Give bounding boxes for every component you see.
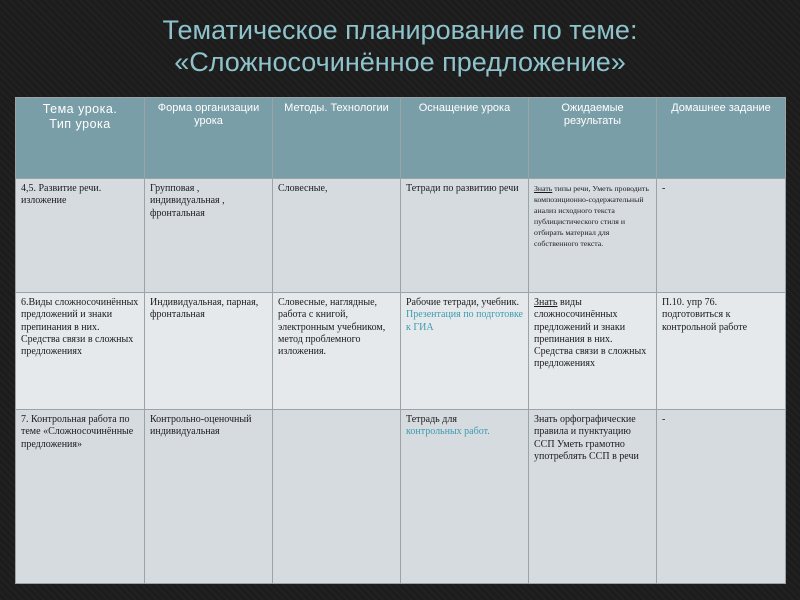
- cell-methods: Словесные,: [273, 179, 401, 293]
- results-text: типы речи, Уметь проводить композиционно-содержательный анализ исходного текста публицистического стиля и отбирать материал для собственного текста.: [534, 184, 649, 248]
- cell-form: Контрольно-оценочный индивидуальная: [145, 410, 273, 584]
- cell-topic: 6.Виды сложносочинённых предложений и знаки препинания в них. Средства связи в сложных предложениях: [16, 293, 145, 410]
- cell-form: Индивидуальная, парная, фронтальная: [145, 293, 273, 410]
- cell-results: [529, 179, 657, 293]
- cell-equipment: [401, 293, 529, 410]
- title-line-1: Тематическое планирование по теме:: [162, 15, 638, 45]
- cell-homework: -: [657, 410, 786, 584]
- equipment-text: Рабочие тетради, учебник.: [406, 297, 519, 308]
- cell-equipment: [401, 410, 529, 584]
- header-form: Форма организации урока: [145, 98, 273, 179]
- header-equipment: Оснащение урока: [401, 98, 529, 179]
- cell-results: Знать орфографические правила и пунктуацию ССП Уметь грамотно употреблять ССП в речи: [529, 410, 657, 584]
- slide-title: [0, 14, 800, 78]
- header-row: [16, 98, 786, 179]
- planning-table: [15, 97, 786, 584]
- cell-form: Групповая , индивидуальная , фронтальная: [145, 179, 273, 293]
- table-row: [16, 293, 786, 410]
- header-methods: Методы. Технологии: [273, 98, 401, 179]
- cell-homework: П.10. упр 76. подготовиться к контрольной работе: [657, 293, 786, 410]
- cell-methods: [273, 410, 401, 584]
- header-topic-line1: Тема урока.: [42, 102, 118, 116]
- cell-topic: 7. Контрольная работа по теме «Сложносочинённые предложения»: [16, 410, 145, 584]
- presentation-link[interactable]: Презентация по подготовке к ГИА: [406, 309, 523, 333]
- header-topic: [16, 98, 145, 179]
- header-homework: Домашнее задание: [657, 98, 786, 179]
- cell-results: [529, 293, 657, 410]
- equipment-link[interactable]: контрольных работ.: [406, 426, 490, 438]
- equipment-text: Тетрадь для: [406, 414, 457, 425]
- cell-equipment: Тетради по развитию речи: [401, 179, 529, 293]
- header-results: Ожидаемые результаты: [529, 98, 657, 179]
- cell-topic: 4,5. Развитие речи. изложение: [16, 179, 145, 293]
- results-keyword: Знать: [534, 184, 553, 193]
- header-topic-line2: Тип урока: [49, 117, 111, 131]
- table-row: [16, 410, 786, 584]
- cell-homework: -: [657, 179, 786, 293]
- table-row: [16, 179, 786, 293]
- results-text: виды сложносочинённых предложений и знаки препинания в них. Средства связи в сложных предложениях: [534, 297, 647, 370]
- cell-methods: Словесные, наглядные, работа с книгой, электронным учебником, метод проблемного изложения.: [273, 293, 401, 410]
- results-keyword: Знать: [534, 297, 558, 308]
- title-line-2: «Сложносочинённое предложение»: [174, 47, 626, 77]
